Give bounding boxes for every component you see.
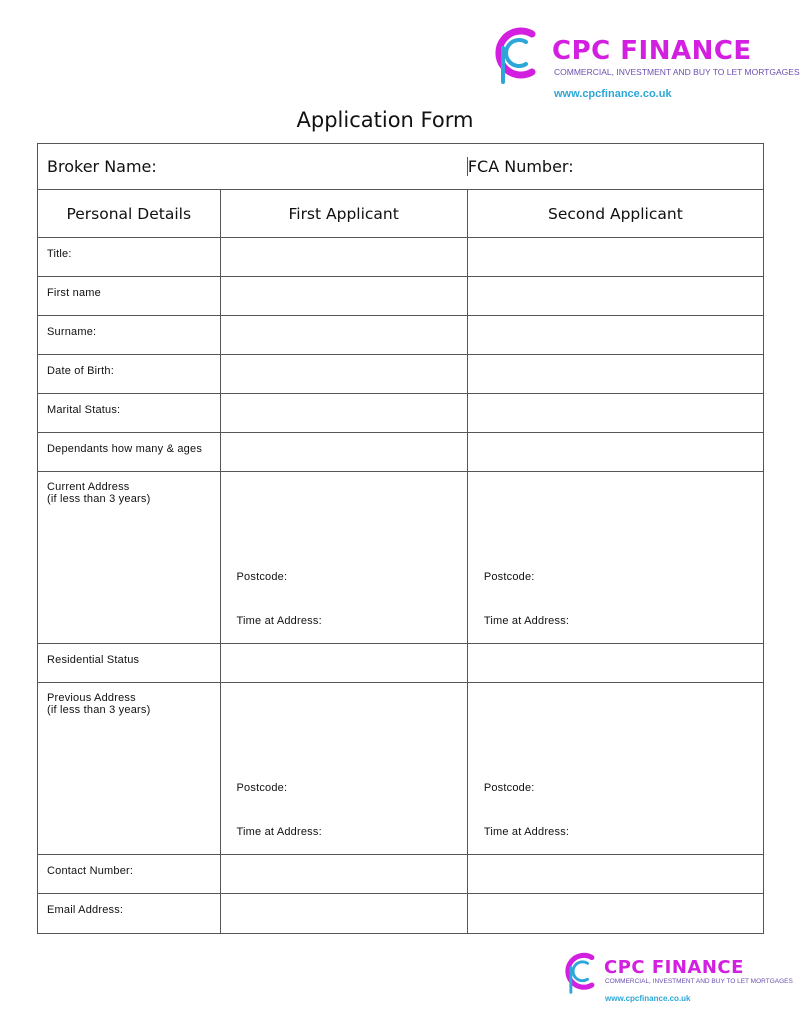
first-applicant-first-name-field[interactable]: [221, 277, 468, 315]
first-applicant-email-field[interactable]: [221, 894, 468, 933]
first-applicant-previous-address-field[interactable]: [221, 683, 468, 854]
second-applicant-current-address-field[interactable]: [468, 472, 763, 643]
table-row: [38, 683, 763, 855]
previous-address-note: (if less than 3 years): [47, 703, 151, 716]
cpc-logo-mark-icon: [560, 950, 602, 994]
first-applicant-marital-status-field[interactable]: [221, 394, 468, 432]
brand-tagline: COMMERCIAL, INVESTMENT AND BUY TO LET MORTGAGES: [605, 978, 793, 985]
brand-name: CPC FINANCE: [604, 957, 744, 978]
fca-number-field[interactable]: FCA Number:: [467, 157, 574, 176]
row-label-surname: Surname:: [38, 316, 221, 354]
second-applicant-email-field[interactable]: [468, 894, 763, 933]
second-applicant-title-field[interactable]: [468, 238, 763, 276]
row-label-email: Email Address:: [38, 894, 221, 933]
table-row: [38, 894, 763, 933]
postcode-label: Postcode:: [483, 571, 535, 583]
brand-name: CPC FINANCE: [552, 36, 752, 66]
second-applicant-first-name-field[interactable]: [468, 277, 763, 315]
time-at-address-label: Time at Address:: [236, 615, 322, 627]
broker-name-field[interactable]: Broker Name:: [38, 157, 468, 176]
second-applicant-surname-field[interactable]: [468, 316, 763, 354]
table-row: [38, 472, 763, 644]
row-label-current-address: [38, 472, 221, 643]
row-label-contact-number: Contact Number:: [38, 855, 221, 893]
second-applicant-previous-address-field[interactable]: [468, 683, 763, 854]
table-row: [38, 355, 763, 394]
cpc-finance-logo-top: [488, 24, 800, 102]
table-row: [38, 238, 763, 277]
postcode-label: Postcode:: [483, 782, 535, 794]
first-applicant-residential-status-field[interactable]: [221, 644, 468, 682]
first-applicant-dependants-field[interactable]: [221, 433, 468, 471]
row-label-marital-status: Marital Status:: [38, 394, 221, 432]
second-applicant-contact-number-field[interactable]: [468, 855, 763, 893]
header-personal-details: Personal Details: [38, 190, 221, 237]
row-label-dependants: Dependants how many & ages: [38, 433, 221, 471]
cpc-logo-mark-icon: [488, 24, 546, 84]
broker-row: [38, 144, 763, 190]
second-applicant-dependants-field[interactable]: [468, 433, 763, 471]
table-row: [38, 433, 763, 472]
current-address-label: Current Address: [47, 481, 130, 493]
first-applicant-title-field[interactable]: [221, 238, 468, 276]
first-applicant-current-address-field[interactable]: [221, 472, 468, 643]
table-row: [38, 316, 763, 355]
brand-url[interactable]: www.cpcfinance.co.uk: [554, 88, 672, 100]
application-form-table: [37, 143, 764, 934]
column-header-row: [38, 190, 763, 238]
page-title: Application Form: [296, 108, 474, 132]
first-applicant-dob-field[interactable]: [221, 355, 468, 393]
row-label-title: Title:: [38, 238, 221, 276]
row-label-first-name: First name: [38, 277, 221, 315]
table-row: [38, 394, 763, 433]
postcode-label: Postcode:: [236, 782, 288, 794]
brand-tagline: COMMERCIAL, INVESTMENT AND BUY TO LET MORTGAGES: [554, 67, 800, 77]
second-applicant-residential-status-field[interactable]: [468, 644, 763, 682]
postcode-label: Postcode:: [236, 571, 288, 583]
time-at-address-label: Time at Address:: [236, 826, 322, 838]
first-applicant-surname-field[interactable]: [221, 316, 468, 354]
row-label-dob: Date of Birth:: [38, 355, 221, 393]
row-label-residential-status: Residential Status: [38, 644, 221, 682]
time-at-address-label: Time at Address:: [483, 826, 570, 838]
header-second-applicant: Second Applicant: [548, 204, 683, 223]
previous-address-label: Previous Address: [47, 692, 136, 704]
first-applicant-contact-number-field[interactable]: [221, 855, 468, 893]
table-row: [38, 277, 763, 316]
table-row: [38, 855, 763, 894]
current-address-note: (if less than 3 years): [47, 492, 151, 505]
second-applicant-marital-status-field[interactable]: [468, 394, 763, 432]
row-label-previous-address: [38, 683, 221, 854]
time-at-address-label: Time at Address:: [483, 615, 570, 627]
table-row: [38, 644, 763, 683]
header-first-applicant: First Applicant: [221, 190, 468, 237]
brand-url[interactable]: www.cpcfinance.co.uk: [605, 994, 691, 1003]
second-applicant-dob-field[interactable]: [468, 355, 763, 393]
cpc-finance-logo-bottom: [560, 950, 793, 1008]
